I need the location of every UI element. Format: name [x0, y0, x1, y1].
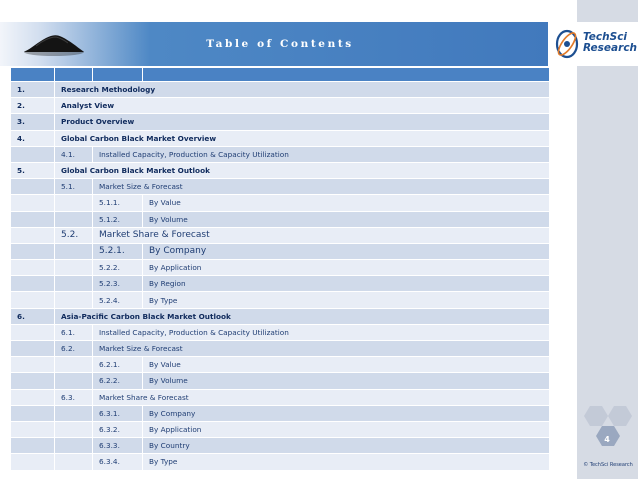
table-header-row — [11, 68, 550, 82]
toc-row — [11, 131, 550, 147]
toc-cell: By Volume — [143, 212, 550, 228]
toc-cell: By Volume — [143, 373, 550, 389]
toc-cell: 6. — [11, 309, 55, 325]
toc-cell — [11, 260, 55, 276]
table-of-contents — [11, 68, 550, 471]
toc-cell — [11, 390, 55, 406]
toc-row — [11, 212, 550, 228]
toc-cell — [11, 341, 55, 357]
toc-cell: 6.3. — [55, 390, 93, 406]
toc-cell: By Value — [143, 195, 550, 211]
toc-cell: 5.2. — [55, 228, 93, 244]
toc-cell — [55, 406, 93, 422]
logo-text-line1: TechSci — [583, 31, 628, 43]
toc-cell: 6.1. — [55, 325, 93, 341]
toc-cell: By Type — [143, 292, 550, 308]
toc-row — [11, 390, 550, 406]
toc-row — [11, 438, 550, 454]
toc-cell: By Value — [143, 357, 550, 373]
toc-cell: By Region — [143, 276, 550, 292]
toc-cell: By Type — [143, 454, 550, 470]
toc-cell — [11, 147, 55, 163]
hexagon-decoration — [578, 404, 638, 459]
toc-cell: 5.2.2. — [93, 260, 143, 276]
toc-cell: 2. — [11, 98, 55, 114]
toc-cell — [55, 292, 93, 308]
toc-cell: Market Size & Forecast — [93, 341, 550, 357]
toc-row — [11, 163, 550, 179]
toc-row — [11, 82, 550, 98]
toc-row — [11, 292, 550, 308]
toc-cell — [11, 373, 55, 389]
toc-cell: 6.3.2. — [93, 422, 143, 438]
toc-cell: 6.3.3. — [93, 438, 143, 454]
toc-cell — [11, 406, 55, 422]
toc-cell: By Country — [143, 438, 550, 454]
toc-cell — [11, 244, 55, 260]
toc-row — [11, 373, 550, 389]
toc-cell: 6.2.1. — [93, 357, 143, 373]
toc-cell: 5.2.4. — [93, 292, 143, 308]
toc-cell — [55, 212, 93, 228]
toc-row — [11, 422, 550, 438]
toc-cell: 6.2. — [55, 341, 93, 357]
toc-cell: 5. — [11, 163, 55, 179]
toc-cell — [55, 244, 93, 260]
toc-row — [11, 357, 550, 373]
toc-row — [11, 114, 550, 130]
toc-cell: 4.1. — [55, 147, 93, 163]
header-cell — [93, 68, 143, 82]
toc-cell: 5.2.3. — [93, 276, 143, 292]
toc-cell: By Application — [143, 260, 550, 276]
toc-cell: Global Carbon Black Market Overview — [55, 131, 550, 147]
toc-cell: Installed Capacity, Production & Capacity Utilization — [93, 147, 550, 163]
toc-row — [11, 309, 550, 325]
toc-cell: By Company — [143, 244, 550, 260]
logo-text-line2: Research — [583, 42, 638, 54]
toc-cell — [55, 438, 93, 454]
toc-row — [11, 325, 550, 341]
toc-row — [11, 454, 550, 470]
toc-cell — [11, 438, 55, 454]
techsci-logo — [552, 22, 638, 66]
toc-cell: Asia-Pacific Carbon Black Market Outlook — [55, 309, 550, 325]
toc-row — [11, 195, 550, 211]
toc-cell: Product Overview — [55, 114, 550, 130]
toc-cell — [55, 357, 93, 373]
toc-cell — [11, 212, 55, 228]
toc-row — [11, 244, 550, 260]
toc-cell: Installed Capacity, Production & Capacity Utilization — [93, 325, 550, 341]
title-banner — [0, 22, 548, 66]
toc-cell — [11, 276, 55, 292]
toc-cell — [11, 195, 55, 211]
header-cell — [11, 68, 55, 82]
toc-cell — [11, 357, 55, 373]
toc-cell — [55, 454, 93, 470]
toc-cell: Market Share & Forecast — [93, 390, 550, 406]
toc-cell: Market Share & Forecast — [93, 228, 550, 244]
toc-cell — [11, 228, 55, 244]
toc-cell: By Application — [143, 422, 550, 438]
header-cell — [55, 68, 93, 82]
page-title: Table of Contents — [206, 38, 354, 50]
copyright-text: © TechSci Research — [583, 462, 633, 468]
toc-row — [11, 276, 550, 292]
toc-cell — [55, 422, 93, 438]
toc-cell: 5.1. — [55, 179, 93, 195]
toc-cell: Research Methodology — [55, 82, 550, 98]
toc-row — [11, 260, 550, 276]
toc-cell — [55, 195, 93, 211]
page-number: 4 — [604, 435, 610, 444]
toc-cell — [11, 325, 55, 341]
toc-cell — [11, 179, 55, 195]
toc-cell: By Company — [143, 406, 550, 422]
toc-row — [11, 147, 550, 163]
toc-row — [11, 228, 550, 244]
toc-cell: 6.2.2. — [93, 373, 143, 389]
toc-cell: 4. — [11, 131, 55, 147]
toc-cell: 5.2.1. — [93, 244, 143, 260]
toc-cell: Analyst View — [55, 98, 550, 114]
toc-cell: Market Size & Forecast — [93, 179, 550, 195]
toc-cell: 1. — [11, 82, 55, 98]
toc-row — [11, 179, 550, 195]
toc-row — [11, 98, 550, 114]
techsci-emblem-icon — [555, 29, 579, 59]
toc-cell: Global Carbon Black Market Outlook — [55, 163, 550, 179]
toc-cell — [11, 292, 55, 308]
toc-cell — [11, 454, 55, 470]
toc-cell — [11, 422, 55, 438]
toc-cell: 6.3.1. — [93, 406, 143, 422]
header-cell — [143, 68, 550, 82]
toc-row — [11, 341, 550, 357]
toc-cell: 5.1.1. — [93, 195, 143, 211]
toc-cell — [55, 260, 93, 276]
toc-row — [11, 406, 550, 422]
toc-cell: 3. — [11, 114, 55, 130]
toc-cell: 6.3.4. — [93, 454, 143, 470]
toc-cell — [55, 373, 93, 389]
toc-cell — [55, 276, 93, 292]
toc-cell: 5.1.2. — [93, 212, 143, 228]
carbon-black-pile-image — [22, 26, 86, 56]
